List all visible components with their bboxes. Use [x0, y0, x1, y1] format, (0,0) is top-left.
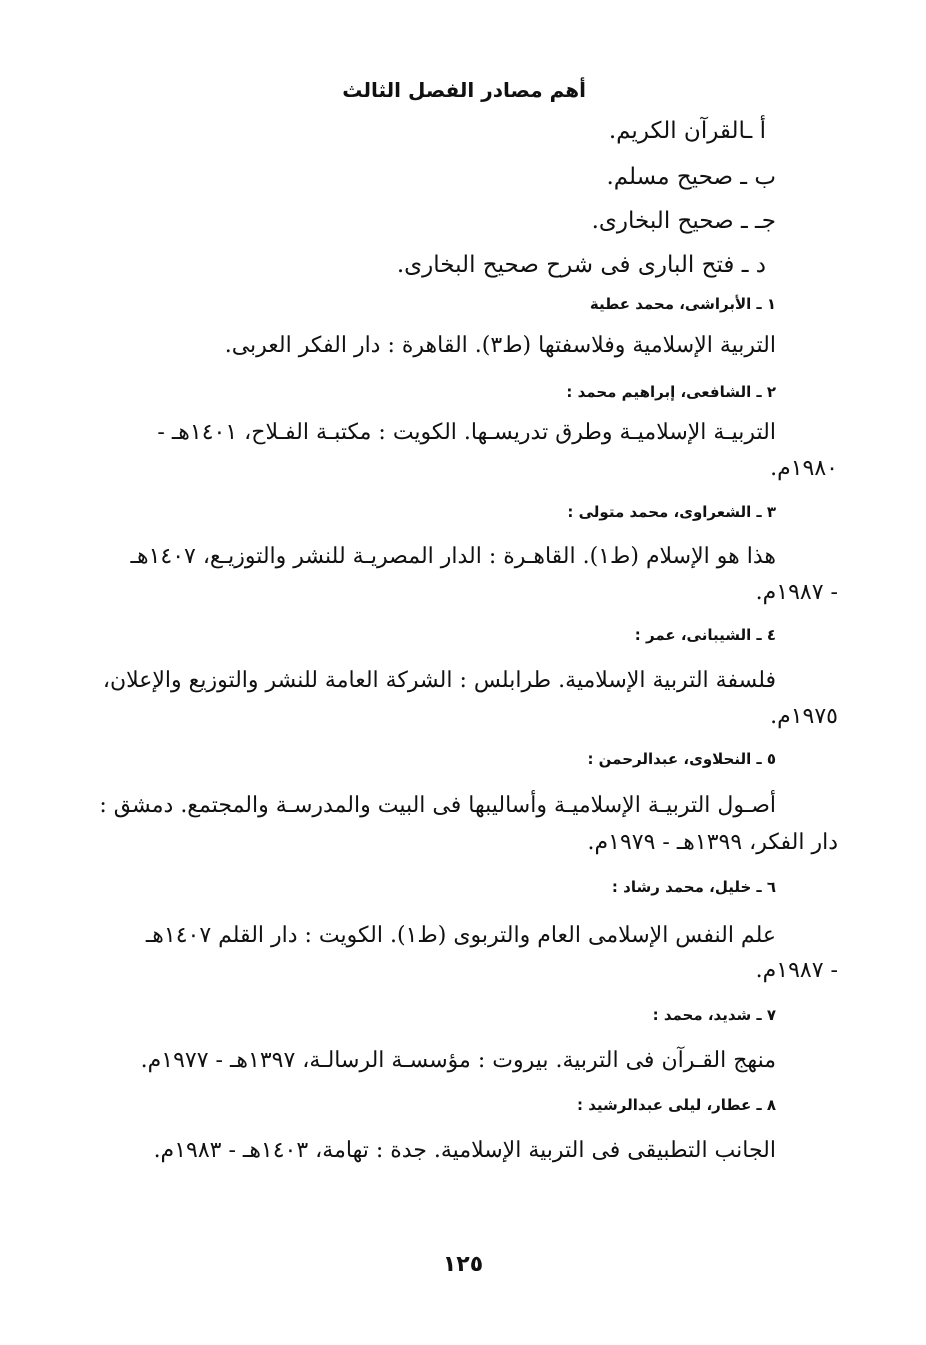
reference-text: ١٩٨٠م.	[770, 456, 838, 481]
reference-text: أصـول التربيـة الإسلاميـة وأساليبها فى البيت والمدرسـة والمجتمع. دمشق :	[99, 793, 776, 818]
reference-text: التربية الإسلامية وفلاسفتها (ط٣). القاهرة : دار الفكر العربى.	[224, 333, 776, 358]
reference-author: ٥ ـ النحلاوى، عبدالرحمن :	[587, 750, 776, 768]
reference-author: ٢ ـ الشافعى، إبراهيم محمد :	[566, 383, 776, 401]
reference-author: ٤ ـ الشيبانى، عمر :	[634, 626, 776, 644]
reference-text: الجانب التطبيقى فى التربية الإسلامية. جدة : تهامة، ١٤٠٣هـ - ١٩٨٣م.	[153, 1138, 776, 1163]
reference-author: ٣ ـ الشعراوى، محمد متولى :	[567, 503, 776, 521]
reference-text: التربيـة الإسلاميـة وطرق تدريسـها. الكويت : مكتبـة الفـلاح، ١٤٠١هـ -	[157, 420, 776, 445]
reference-text: هذا هو الإسلام (ط١). القاهـرة : الدار المصريـة للنشر والتوزيـع، ١٤٠٧هـ	[130, 544, 776, 569]
reference-text: منهج القـرآن فى التربية. بيروت : مؤسسـة الرسالـة، ١٣٩٧هـ - ١٩٧٧م.	[140, 1048, 776, 1073]
reference-author: ١ ـ الأبراشى، محمد عطية	[589, 295, 776, 313]
primary-source-item: ب ـ صحيح مسلم.	[606, 164, 776, 190]
page-title: أهم مصادر الفصل الثالث	[342, 78, 586, 102]
reference-author: ٦ ـ خليل، محمد رشاد :	[611, 878, 776, 896]
reference-text: - ١٩٨٧م.	[755, 958, 838, 983]
primary-source-item: د ـ فتح البارى فى شرح صحيح البخارى.	[396, 252, 766, 278]
primary-source-item: أ ـالقرآن الكريم.	[608, 118, 766, 144]
reference-author: ٧ ـ شديد، محمد :	[652, 1006, 776, 1024]
reference-text: ١٩٧٥م.	[770, 704, 838, 729]
reference-text: علم النفس الإسلامى العام والتربوى (ط١). الكويت : دار القلم ١٤٠٧هـ	[145, 923, 776, 948]
reference-author: ٨ ـ عطار، ليلى عبدالرشيد :	[577, 1096, 776, 1114]
reference-text: - ١٩٨٧م.	[755, 580, 838, 605]
page-number: ١٢٥	[442, 1252, 484, 1277]
reference-text: فلسفة التربية الإسلامية. طرابلس : الشركة العامة للنشر والتوزيع والإعلان،	[102, 668, 776, 693]
reference-text: دار الفكر، ١٣٩٩هـ - ١٩٧٩م.	[587, 830, 838, 855]
primary-source-item: جـ ـ صحيح البخارى.	[591, 208, 776, 234]
